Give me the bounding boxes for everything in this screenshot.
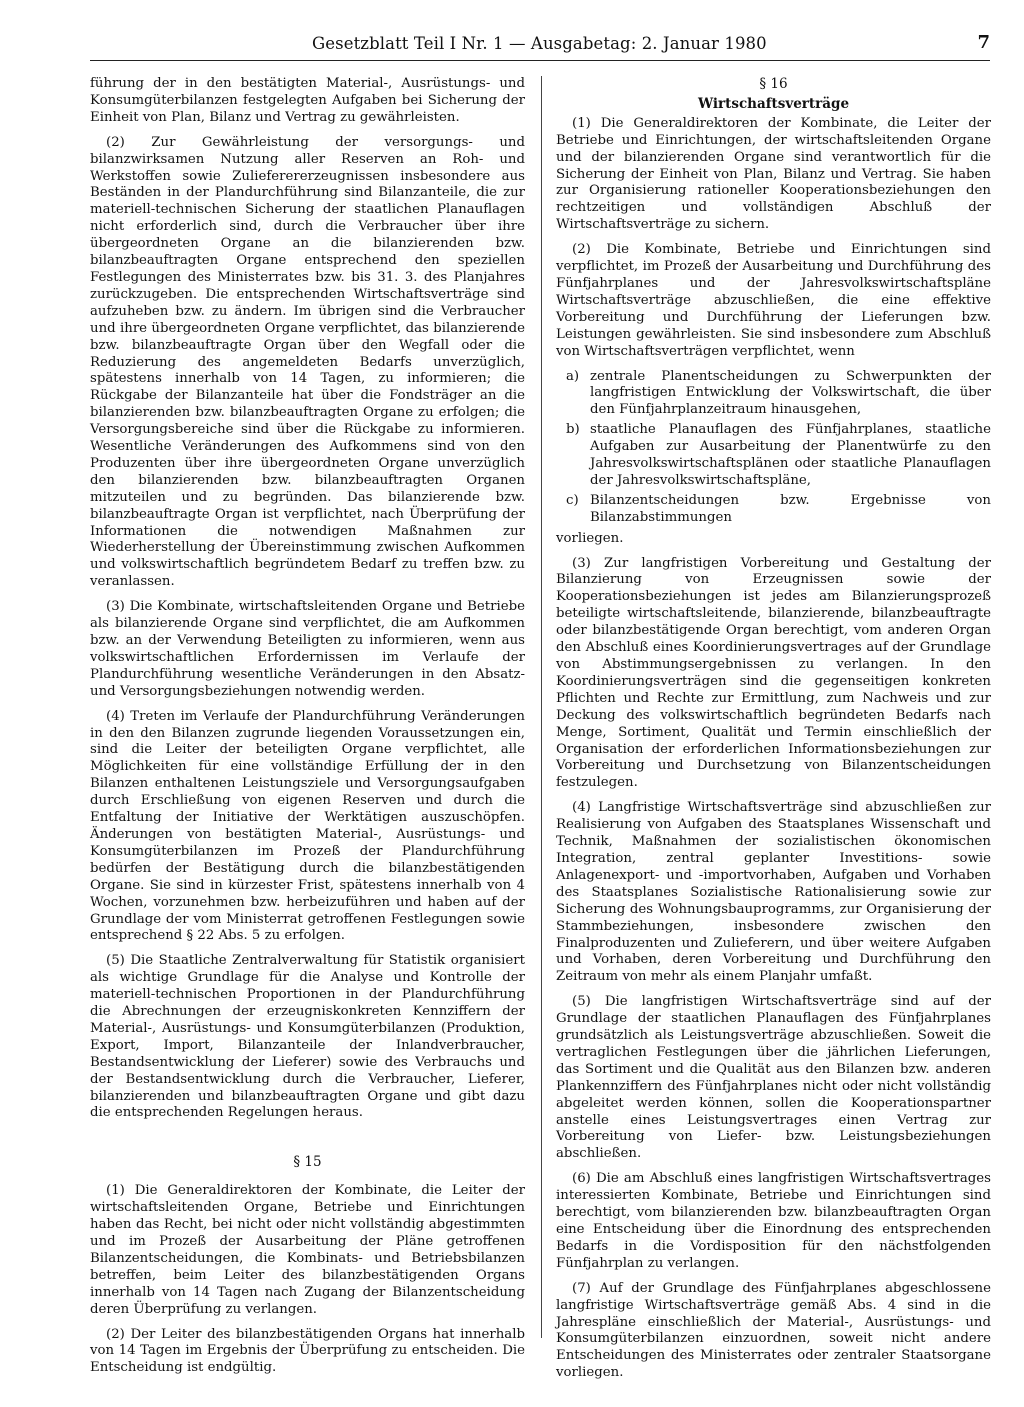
paragraph-16-1: (1) Die Generaldirektoren der Kombinate, die Leiter der Betriebe und Einrichtungen, der wirtschaftsleitenden Organe und der bilanzierenden Organe sind verantwortlich für die Sicherung der Einheit von Plan, Bilanz und Vertrag. Sie haben zur Organisierung rationeller Kooperationsbeziehungen den rechtzeitigen und vollständigen Abschluß der Wirtschaftsverträge zu sichern. — [556, 115, 991, 233]
left-column — [90, 76, 525, 1385]
list-item — [556, 422, 991, 490]
conditions-list — [556, 369, 991, 527]
header-title: Gesetzblatt Teil I Nr. 1 — Ausgabetag: 2. Januar 1980 — [312, 34, 767, 53]
paragraph-14-4: (4) Treten im Verlaufe der Plandurchführung Veränderungen in den den Bilanzen zugrunde liegenden Voraussetzungen ein, sind die Leiter der beteiligten Organe verpflichtet, alle Möglichkeiten für eine vollständige Erfüllung der in den Bilanzen enthaltenen Leistungsziele und Versorgungsaufgaben durch Erschließung von eigenen Reserven und durch die Entfaltung der Initiative der Werktätigen auszuschöpfen. Änderungen von bestätigten Material-, Ausrüstungs- und Konsumgüterbilanzen im Prozeß der Plandurchführung bedürfen der Bestätigung durch die bilanzbestätigenden Organe. Sie sind in kürzester Frist, spätestens innerhalb von 4 Wochen, vorzunehmen bzw. herbeizuführen und haben auf der Grundlage der vom Ministerrat getroffenen Festlegungen sowie entsprechend § 22 Abs. 5 zu erfolgen. — [90, 708, 525, 944]
list-item — [556, 369, 991, 420]
list-closing-text: vorliegen. — [556, 530, 624, 546]
section-15-heading: § 15 — [293, 1154, 322, 1171]
paragraph-14-2: (2) Zur Gewährleistung der versorgungs- und bilanzwirksamen Nutzung aller Reserven an Roh- und Werkstoffen sowie Zulieferererzeugnissen insbesondere aus Beständen in der Plandurchführung sind Bilanzanteile, die zur materiell-technischen Sicherung der staatlichen Planauflagen nicht erforderlich sind, durch die Verbraucher über ihre übergeordneten Organe an die bilanzierenden bzw. bilanzbeauftragten Organe entsprechend den speziellen Festlegungen des Ministerrates bzw. bis 31. 3. des Planjahres zurückzugeben. Die entsprechenden Wirtschaftsverträge sind aufzuheben bzw. zu ändern. Im übrigen sind die Verbraucher und ihre übergeordneten Organe verpflichtet, das bilanzierende bzw. bilanzbeauftragte Organ über den Wegfall oder die Reduzierung des angemeldeten Bedarfs unverzüglich, spätestens innerhalb von 14 Tagen, zu informieren; die Rückgabe der Bilanzanteile hat über die Fondsträger an die bilanzierenden bzw. bilanzbeauftragten Organe zu erfolgen; die Versorgungsbereiche sind über die Rückgabe zu informieren. Wesentliche Veränderungen des Aufkommens sind von den Produzenten über ihre übergeordneten Organe unverzüglich den bilanzierenden bzw. bilanzbeauftragten Organen mitzuteilen und zu begründen. Das bilanzierende bzw. bilanzbeauftragte Organ ist verpflichtet, nach Überprüfung der Informationen die notwendigen Maßnahmen zur Wiederherstellung der Übereinstimmung zwischen Aufkommen und volkswirtschaftlich begründetem Bedarf zu treffen bzw. zu veranlassen. — [90, 134, 525, 590]
list-item-text: zentrale Planentscheidungen zu Schwerpunkten der langfristigen Entwicklung der Volkswirtschaft, die über den Fünfjahrplanzeitraum hinausgehen, — [590, 368, 991, 418]
continued-paragraph: führung der in den bestätigten Material-, Ausrüstungs- und Konsumgüterbilanzen festgelegten Aufgaben bei Sicherung der Einheit von Plan, Bilanz und Vertrag zu gewährleisten. — [90, 76, 525, 125]
list-marker: c) — [566, 492, 579, 508]
list-marker: a) — [566, 368, 580, 384]
page-number: 7 — [977, 32, 990, 53]
paragraph-16-5: (5) Die langfristigen Wirtschaftsverträge sind auf der Grundlage der staatlichen Planauflagen des Fünfjahrplanes grundsätzlich als Leistungsverträge abzuschließen. Soweit die vertraglichen Festlegungen über die jährlichen Lieferungen, das Sortiment und die Qualität aus den Bilanzen bzw. anderen Plankennziffern des Fünfjahrplanes nicht oder nicht vollständig abgeleitet werden können, sollen die Kooperationspartner anstelle eines Leistungsvertrages einen Vertrag zur Vorbereitung von Liefer- bzw. Leistungsbeziehungen abschließen. — [556, 994, 991, 1162]
paragraph-16-2: (2) Die Kombinate, Betriebe und Einrichtungen sind verpflichtet, im Prozeß der Ausarbeitung und Durchführung des Fünfjahrplanes und der Jahresvolkswirtschaftspläne Wirtschaftsverträge abzuschließen, die eine effektive Vorbereitung und Durchführung der Lieferungen bzw. Leistungen gewährleisten. Sie sind insbesondere zum Abschluß von Wirtschaftsverträgen verpflichtet, wenn — [556, 242, 991, 359]
paragraph-16-4: (4) Langfristige Wirtschaftsverträge sind abzuschließen zur Realisierung von Aufgaben des Staatsplanes Wissenschaft und Technik, Maßnahmen der sozialistischen ökonomischen Integration, zentral geplanter Investitions- sowie Anlagenexport- und -importvorhaben, Aufgaben und Vorhaben des Staatsplanes Sozialistische Rationalisierung sowie zur Sicherung des Wohnungsbauprogramms, zur Organisierung der Stammbeziehungen, insbesondere zwischen den Finalproduzenten und Zulieferern, und über weitere Aufgaben und Vorhaben, deren Vorbereitung und Durchführung den Zeitraum von mehr als einem Planjahr umfaßt. — [556, 800, 991, 985]
list-item — [556, 493, 991, 527]
paragraph-16-3: (3) Zur langfristigen Vorbereitung und Gestaltung der Bilanzierung von Erzeugnissen sowie der Kooperationsbeziehungen ist jedes am Bilanzierungsprozeß beteiligte wirtschaftsleitende, bilanzierende, bilanzbeauftragte oder bilanzbestätigende Organ berechtigt, vom anderen Organ den Abschluß eines Koordinierungsvertrages auf der Grundlage von Abstimmungsergebnissen zu verlangen. In den Koordinierungsverträgen sind die gegenseitigen konkreten Pflichten und Rechte zur Ermittlung, zum Nachweis und zur Deckung des volkswirtschaftlich begründeten Bedarfs nach Menge, Sortiment, Qualität und Termin einschließlich der Organisation der erforderlichen Informationsbeziehungen zur Vorbereitung und Durchsetzung von Bilanzentscheidungen festzulegen. — [556, 555, 991, 791]
column-divider — [541, 76, 542, 1338]
list-marker: b) — [566, 422, 580, 438]
right-column — [556, 76, 991, 1390]
paragraph-14-5: (5) Die Staatliche Zentralverwaltung für Statistik organisiert als wichtige Grundlage für die Analyse und Kontrolle der materiell-technischen Proportionen in der Plandurchführung die Abrechnungen der erzeugniskonkreten Kennziffern der Material-, Ausrüstungs- und Konsumgüterbilanzen (Produktion, Export, Import, Bilanzanteile der Inlandverbraucher, Bestandsentwicklung der Lieferer) sowie des Verbrauchs und der Bestandsentwicklung durch die Verbraucher, Lieferer, bilanzierenden und bilanzbeauftragten Organe und gibt dazu die entsprechenden Regelungen heraus. — [90, 953, 525, 1121]
paragraph-15-1: (1) Die Generaldirektoren der Kombinate, die Leiter der wirtschaftsleitenden Organe, Betriebe und Einrichtungen haben das Recht, bei nicht oder nicht vollständig abgestimmten und im Prozeß der Ausarbeitung der Pläne getroffenen Bilanzentscheidungen, die Kombinats- und Betriebsbilanzen betreffen, beim Leiter des bilanzbestätigenden Organs innerhalb von 14 Tagen nach Zugang der Bilanzentscheidung deren Überprüfung zu verlangen. — [90, 1183, 525, 1317]
paragraph-16-7: (7) Auf der Grundlage des Fünfjahrplanes abgeschlossene langfristige Wirtschaftsverträge gemäß Abs. 4 sind in die Jahrespläne einschließlich der Material-, Ausrüstungs- und Konsumgüterbilanzen einzuordnen, soweit nicht andere Entscheidungen des Ministerrates oder zentraler Staatsorgane vorliegen. — [556, 1280, 991, 1381]
paragraph-15-2: (2) Der Leiter des bilanzbestätigenden Organs hat innerhalb von 14 Tagen im Ergebnis der Überprüfung zu entscheiden. Die Entscheidung ist endgültig. — [90, 1326, 525, 1376]
list-item-text: Bilanzentscheidungen bzw. Ergebnisse von Bilanzabstimmungen — [590, 492, 991, 525]
section-spacer — [90, 1130, 525, 1154]
page-header — [90, 30, 990, 61]
paragraph-16-6: (6) Die am Abschluß eines langfristigen Wirtschaftsvertrages interessierten Kombinate, Betriebe und Einrichtungen sind berechtigt, vom bilanzierenden bzw. bilanzbeauftragten Organ eine Entscheidung über die Einordnung des entsprechenden Bedarfs in die Vordisposition für den nächstfolgenden Fünfjahrplan zu verlangen. — [556, 1171, 991, 1271]
section-16-heading: § 16 — [759, 76, 788, 92]
list-item-text: staatliche Planauflagen des Fünfjahrplanes, staatliche Aufgaben zur Ausarbeitung der Planentwürfe zu den Jahresvolkswirtschaftsplänen oder staatliche Planauflagen der Jahresvolkswirtschaftspläne, — [590, 422, 991, 488]
section-16-title: Wirtschaftsverträge — [697, 95, 850, 112]
paragraph-14-3: (3) Die Kombinate, wirtschaftsleitenden Organe und Betriebe als bilanzierende Organe sind verpflichtet, die am Aufkommen bzw. an der Verwendung Beteiligten zu informieren, wenn aus volkswirtschaftlichen Erfordernissen im Verlaufe der Plandurchführung wesentliche Veränderungen in den Absatz- und Versorgungsbeziehungen notwendig werden. — [90, 599, 525, 699]
